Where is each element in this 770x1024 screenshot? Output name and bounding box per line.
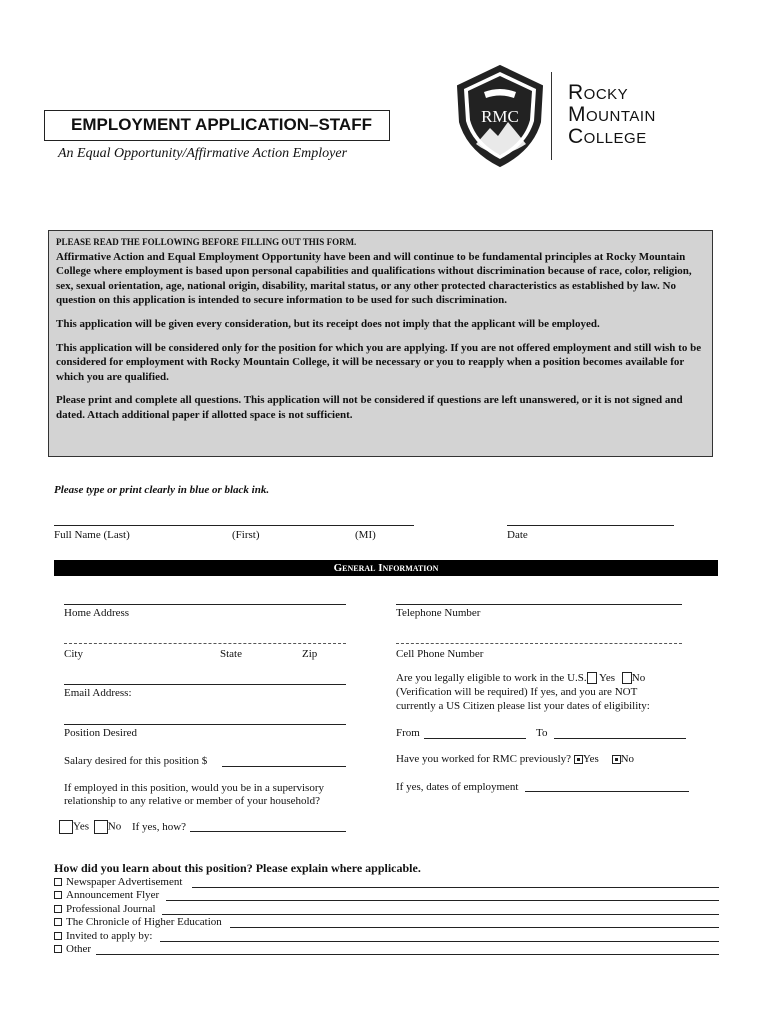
learn-option-newspaper[interactable] — [54, 876, 182, 888]
journal-checkbox[interactable] — [54, 905, 62, 913]
notice-paragraph-4: Please print and complete all questions. This application will not be considered if questions are left unanswered, or it is not signed and dated. Attach additional paper if allotted space is not sufficient. — [56, 394, 683, 421]
chronicle-field[interactable] — [230, 927, 719, 928]
home-address-field[interactable] — [64, 604, 346, 605]
other-checkbox[interactable] — [54, 945, 62, 953]
eligible-no-checkbox[interactable] — [622, 672, 632, 684]
city-state-zip-field[interactable] — [64, 643, 346, 644]
label-to: To — [536, 727, 548, 739]
label-journal: Professional Journal — [66, 903, 156, 915]
label-state: State — [220, 648, 242, 660]
learn-option-journal[interactable] — [54, 903, 156, 915]
label-flyer: Announcement Flyer — [66, 889, 160, 901]
label-from: From — [396, 727, 420, 739]
learn-heading: How did you learn about this position? Please explain where applicable. — [54, 861, 421, 875]
label-city: City — [64, 648, 83, 660]
label-invited: Invited to apply by: — [66, 930, 153, 942]
label-relationship-no: No — [107, 820, 122, 833]
label-worked-rmc: Have you worked for RMC previously? — [396, 753, 572, 765]
dates-employment-field[interactable] — [525, 791, 689, 792]
college-name — [568, 82, 656, 148]
notice-box — [48, 230, 713, 457]
form-title: EMPLOYMENT APPLICATION–STAFF — [44, 110, 390, 141]
label-other: Other — [66, 943, 92, 955]
label-relationship-q2: relationship to any relative or member of your household? — [64, 795, 320, 807]
label-verification: (Verification will be required) If yes, and you are NOT — [396, 686, 638, 698]
learn-option-invited[interactable] — [54, 930, 152, 942]
notice-heading: PLEASE READ THE FOLLOWING BEFORE FILLING OUT THIS FORM. — [56, 237, 357, 247]
section-general-information: General Information — [54, 560, 718, 576]
learn-option-chronicle[interactable] — [54, 916, 222, 928]
relationship-options — [59, 820, 186, 834]
label-date: Date — [507, 529, 528, 541]
learn-option-other[interactable] — [54, 943, 91, 955]
worked-rmc-no-checkbox[interactable] — [612, 755, 621, 764]
label-eligible-yes: Yes — [598, 672, 615, 684]
newspaper-checkbox[interactable] — [54, 878, 62, 886]
label-worked-rmc-no: No — [620, 753, 635, 765]
worked-rmc-yes-checkbox[interactable] — [574, 755, 583, 764]
form-subtitle: An Equal Opportunity/Affirmative Action Employer — [58, 146, 348, 161]
notice-paragraph-1: Affirmative Action and Equal Employment Opportunity have been and will continue to be fundamental principles at Rocky Mountain College where employment is based upon personal capabilities and qualifications without discrimination because of race, color, religion, sex, sexual orientation, age, national origin, disability, marital status, or any other protected characteristics as established by law. No question on this application is intended to secure information to be used for such discrimination. — [56, 250, 692, 307]
label-if-yes-how: If yes, how? — [131, 820, 187, 833]
college-name-line-2: Mountain — [568, 103, 656, 126]
label-relationship-q1: If employed in this position, would you be in a supervisory — [64, 782, 324, 794]
label-email: Email Address: — [64, 687, 132, 699]
label-cell-phone: Cell Phone Number — [396, 648, 484, 660]
label-position-desired: Position Desired — [64, 727, 138, 739]
invited-field[interactable] — [160, 941, 719, 942]
label-zip: Zip — [302, 648, 318, 660]
full-name-field[interactable] — [54, 525, 414, 526]
ink-instruction: Please type or print clearly in blue or black ink. — [54, 484, 270, 496]
newspaper-field[interactable] — [192, 887, 719, 888]
worked-rmc-question — [396, 753, 634, 765]
journal-field[interactable] — [162, 914, 719, 915]
flyer-checkbox[interactable] — [54, 891, 62, 899]
relationship-no-checkbox[interactable] — [94, 820, 108, 834]
relationship-yes-checkbox[interactable] — [59, 820, 73, 834]
label-newspaper: Newspaper Advertisement — [66, 876, 183, 888]
other-field[interactable] — [96, 954, 719, 955]
eligibility-question — [396, 672, 645, 684]
notice-paragraph-3: This application will be considered only for the position for which you are applying. If you are not offered employment and still wish to be considered for employment with Rocky Mountain College, it will be necessary or you to reapply when a position becomes available for which you are qualified. — [56, 341, 702, 383]
label-dates-employment: If yes, dates of employment — [396, 781, 519, 793]
label-first: (First) — [232, 529, 260, 541]
label-chronicle: The Chronicle of Higher Education — [66, 916, 222, 928]
flyer-field[interactable] — [166, 900, 719, 901]
label-eligible: Are you legally eligible to work in the U.S. — [396, 672, 587, 684]
label-home-address: Home Address — [64, 607, 130, 619]
telephone-field[interactable] — [396, 604, 682, 605]
logo-monogram: RMC — [481, 107, 519, 126]
label-worked-rmc-yes: Yes — [582, 753, 599, 765]
label-citizen-note: currently a US Citizen please list your dates of eligibility: — [396, 700, 650, 712]
invited-checkbox[interactable] — [54, 932, 62, 940]
salary-field[interactable] — [222, 766, 346, 767]
eligible-yes-checkbox[interactable] — [587, 672, 597, 684]
college-name-line-1: Rocky — [568, 81, 629, 104]
to-date-field[interactable] — [554, 738, 686, 739]
chronicle-checkbox[interactable] — [54, 918, 62, 926]
label-relationship-yes: Yes — [73, 820, 90, 833]
learn-option-flyer[interactable] — [54, 889, 159, 901]
if-yes-how-field[interactable] — [190, 831, 346, 832]
position-desired-field[interactable] — [64, 724, 346, 725]
label-eligible-no: No — [631, 672, 646, 684]
label-telephone: Telephone Number — [396, 607, 481, 619]
label-mi: (MI) — [355, 529, 376, 541]
cell-phone-field[interactable] — [396, 643, 682, 644]
label-salary: Salary desired for this position $ — [64, 755, 208, 767]
from-date-field[interactable] — [424, 738, 526, 739]
email-field[interactable] — [64, 684, 346, 685]
date-field[interactable] — [507, 525, 674, 526]
college-name-line-3: College — [568, 125, 647, 148]
notice-paragraph-2: This application will be given every consideration, but its receipt does not imply that the applicant will be employed. — [56, 317, 600, 330]
logo-divider — [551, 72, 552, 160]
label-full-name-last: Full Name (Last) — [54, 529, 130, 541]
